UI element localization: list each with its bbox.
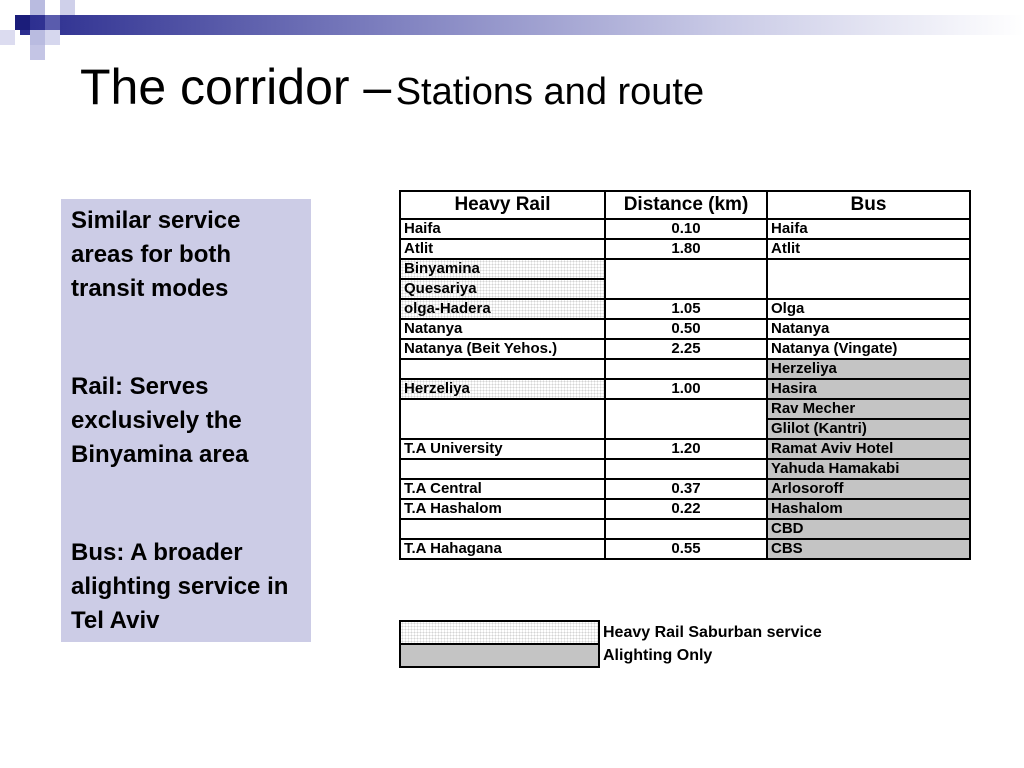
table-row: [400, 459, 970, 479]
distance-value: [605, 259, 767, 299]
distance-value: 1.05: [605, 299, 767, 319]
legend-row-suburban: [400, 621, 826, 644]
corner-square-mid: [45, 15, 60, 30]
distance-value: [605, 519, 767, 539]
corner-square-dark: [15, 15, 30, 30]
rail-station: olga-Hadera: [400, 299, 605, 319]
bus-station: Herzeliya: [767, 359, 970, 379]
rail-station: T.A Central: [400, 479, 605, 499]
bus-station: [767, 259, 970, 299]
bus-station: Atlit: [767, 239, 970, 259]
bus-station: Olga: [767, 299, 970, 319]
header-distance: Distance (km): [605, 191, 767, 219]
distance-value: 0.10: [605, 219, 767, 239]
bus-station: Ramat Aviv Hotel: [767, 439, 970, 459]
distance-value: 0.55: [605, 539, 767, 559]
legend-label-suburban: Heavy Rail Saburban service: [603, 624, 822, 641]
corner-square-light-3: [30, 30, 45, 45]
distance-value: 0.22: [605, 499, 767, 519]
corner-square-light: [30, 0, 45, 15]
summary-point-3: Bus: A broader alighting service in Tel Aviv: [71, 539, 289, 634]
distance-value: 1.20: [605, 439, 767, 459]
stations-table: [399, 190, 971, 560]
bus-station: Glilot (Kantri): [767, 419, 970, 439]
corner-square-light-5: [0, 30, 15, 45]
table-header-row: [400, 191, 970, 219]
distance-value: 1.80: [605, 239, 767, 259]
rail-station: [400, 519, 605, 539]
bus-station: Hashalom: [767, 499, 970, 519]
table-row: [400, 319, 970, 339]
summary-box: [61, 199, 311, 642]
distance-value: 2.25: [605, 339, 767, 359]
legend: [399, 620, 827, 668]
table-row: [400, 499, 970, 519]
bus-station: Haifa: [767, 219, 970, 239]
table-row: [400, 239, 970, 259]
rail-station: T.A University: [400, 439, 605, 459]
table-row: [400, 219, 970, 239]
table-row: [400, 299, 970, 319]
corner-square-light-2: [60, 0, 75, 15]
legend-swatch-gray: [400, 644, 599, 667]
corner-square-light-4: [45, 30, 60, 45]
corner-square-light-6: [30, 45, 45, 60]
legend-label-alighting: Alighting Only: [603, 647, 713, 664]
bus-station: Hasira: [767, 379, 970, 399]
rail-station: T.A Hahagana: [400, 539, 605, 559]
header-gradient-bar: [20, 15, 1024, 35]
table-row: [400, 339, 970, 359]
rail-station: Herzeliya: [400, 379, 605, 399]
slide-title: [80, 59, 705, 115]
bus-station: Natanya: [767, 319, 970, 339]
legend-row-alighting: [400, 644, 826, 667]
table-row: [400, 259, 970, 279]
distance-value: 0.37: [605, 479, 767, 499]
rail-station: T.A Hashalom: [400, 499, 605, 519]
summary-point-2: Rail: Serves exclusively the Binyamina area: [71, 373, 249, 468]
header-bus: Bus: [767, 191, 970, 219]
rail-station: Natanya: [400, 319, 605, 339]
table-row: [400, 439, 970, 459]
table-row: [400, 399, 970, 419]
legend-swatch-dotted: [400, 621, 599, 644]
distance-value: [605, 399, 767, 439]
rail-station: [400, 359, 605, 379]
rail-station: Natanya (Beit Yehos.): [400, 339, 605, 359]
bus-station: Yahuda Hamakabi: [767, 459, 970, 479]
table-row: [400, 379, 970, 399]
title-sub: Stations and route: [395, 71, 705, 113]
summary-point-1: Similar service areas for both transit modes: [71, 207, 241, 302]
table-row: [400, 479, 970, 499]
bus-station: CBD: [767, 519, 970, 539]
distance-value: 1.00: [605, 379, 767, 399]
rail-station: Quesariya: [400, 279, 605, 299]
table-row: [400, 359, 970, 379]
bus-station: CBS: [767, 539, 970, 559]
rail-station: Haifa: [400, 219, 605, 239]
bus-station: Natanya (Vingate): [767, 339, 970, 359]
rail-station: [400, 399, 605, 439]
header-heavy-rail: Heavy Rail: [400, 191, 605, 219]
rail-station: Binyamina: [400, 259, 605, 279]
bus-station: Arlosoroff: [767, 479, 970, 499]
distance-value: [605, 459, 767, 479]
rail-station: Atlit: [400, 239, 605, 259]
rail-station: [400, 459, 605, 479]
distance-value: [605, 359, 767, 379]
table-row: [400, 539, 970, 559]
distance-value: 0.50: [605, 319, 767, 339]
title-main: The corridor –: [80, 59, 392, 115]
table-row: [400, 519, 970, 539]
bus-station: Rav Mecher: [767, 399, 970, 419]
